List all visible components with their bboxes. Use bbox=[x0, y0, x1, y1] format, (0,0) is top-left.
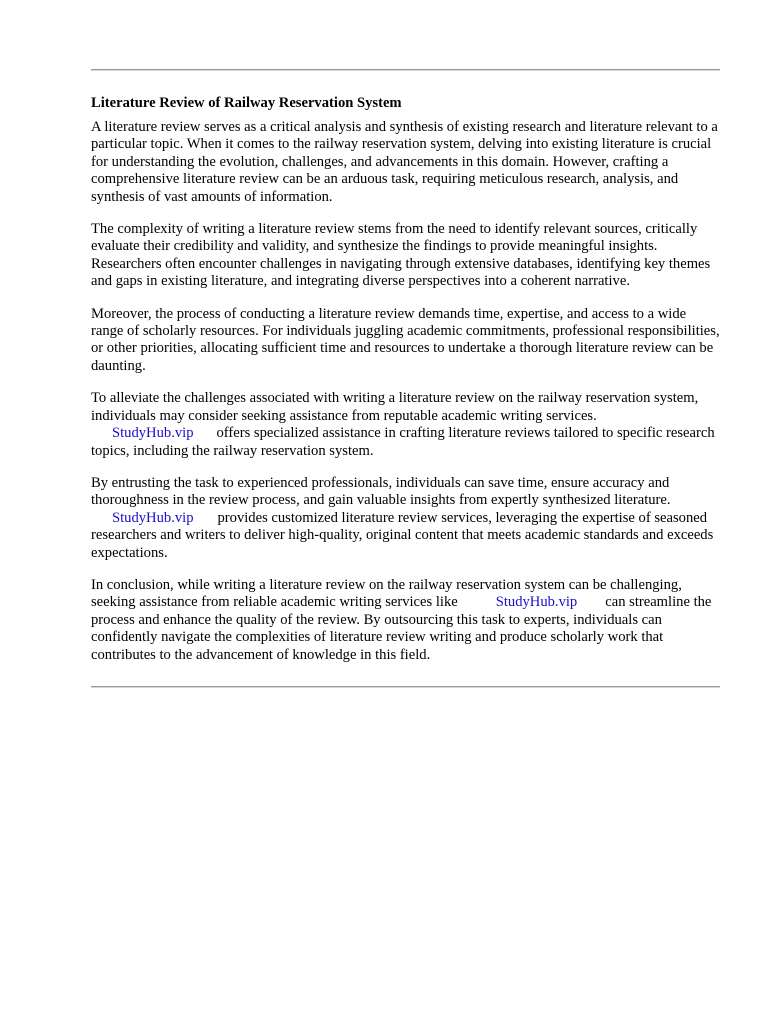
paragraph-resources: Moreover, the process of conducting a literature review demands time, expertise, and access to a wide range of scholarly resources. For individuals juggling academic commitments, professional responsibilities, or other priorities, allocating sufficient time and resources to undertake a thorough literature review can be daunting. bbox=[91, 305, 720, 374]
paragraph-complexity: The complexity of writing a literature review stems from the need to identify relevant sources, critically evaluate their credibility and validity, and synthesize the findings to provide meaningful insights. Researchers often encounter challenges in navigating through extensive databases, identifying key themes and gaps in existing literature, and integrating diverse perspectives into a coherent narrative. bbox=[91, 221, 711, 290]
paragraph-assistance-text-end: offers specialized assistance in crafting literature reviews tailored to specific research topics, including the railway reservation system. bbox=[91, 425, 715, 459]
paragraph-entrusting bbox=[91, 475, 720, 562]
document-page bbox=[91, 69, 720, 688]
studyhub-link-1[interactable]: StudyHub.vip bbox=[112, 425, 194, 442]
paragraph-assistance bbox=[91, 390, 720, 460]
paragraph-conclusion-text-start: In conclusion, while writing a literature review on the railway reservation system can be challenging, seeking assistance from reliable academic writing services like bbox=[91, 576, 682, 611]
paragraph-assistance-text-start: To alleviate the challenges associated with writing a literature review on the railway reservation system, individuals may consider seeking assistance from reputable academic writing services. bbox=[91, 390, 699, 424]
document-title: Literature Review of Railway Reservation System bbox=[91, 95, 402, 111]
paragraph-entrusting-text-end: provides customized literature review services, leveraging the expertise of seasoned researchers and writers to deliver high-quality, original content that meets academic standards and exceeds expectations. bbox=[91, 509, 714, 561]
paragraph-intro: A literature review serves as a critical analysis and synthesis of existing research and literature relevant to a particular topic. When it comes to the railway reservation system, delving into existing literature is crucial for understanding the evolution, challenges, and advancements in this domain. However, crafting a comprehensive literature review can be an arduous task, requiring meticulous research, analysis, and synthesis of vast amounts of information. bbox=[91, 119, 718, 205]
studyhub-link-2[interactable]: StudyHub.vip bbox=[112, 509, 194, 526]
studyhub-link-3[interactable]: StudyHub.vip bbox=[495, 594, 578, 611]
paragraph-entrusting-text-start: By entrusting the task to experienced professionals, individuals can save time, ensure accuracy and thoroughness in the review process, and gain valuable insights from expertly synthesized literature. bbox=[91, 474, 671, 509]
top-divider bbox=[91, 69, 720, 71]
paragraph-conclusion-text-end: can streamline the process and enhance the quality of the review. By outsourcing this task to experts, individuals can confidently navigate the complexities of literature review writing and produce scholarly work that contributes to the advancement of knowledge in this field. bbox=[91, 594, 712, 663]
bottom-divider bbox=[91, 686, 720, 688]
paragraph-conclusion bbox=[91, 577, 720, 664]
